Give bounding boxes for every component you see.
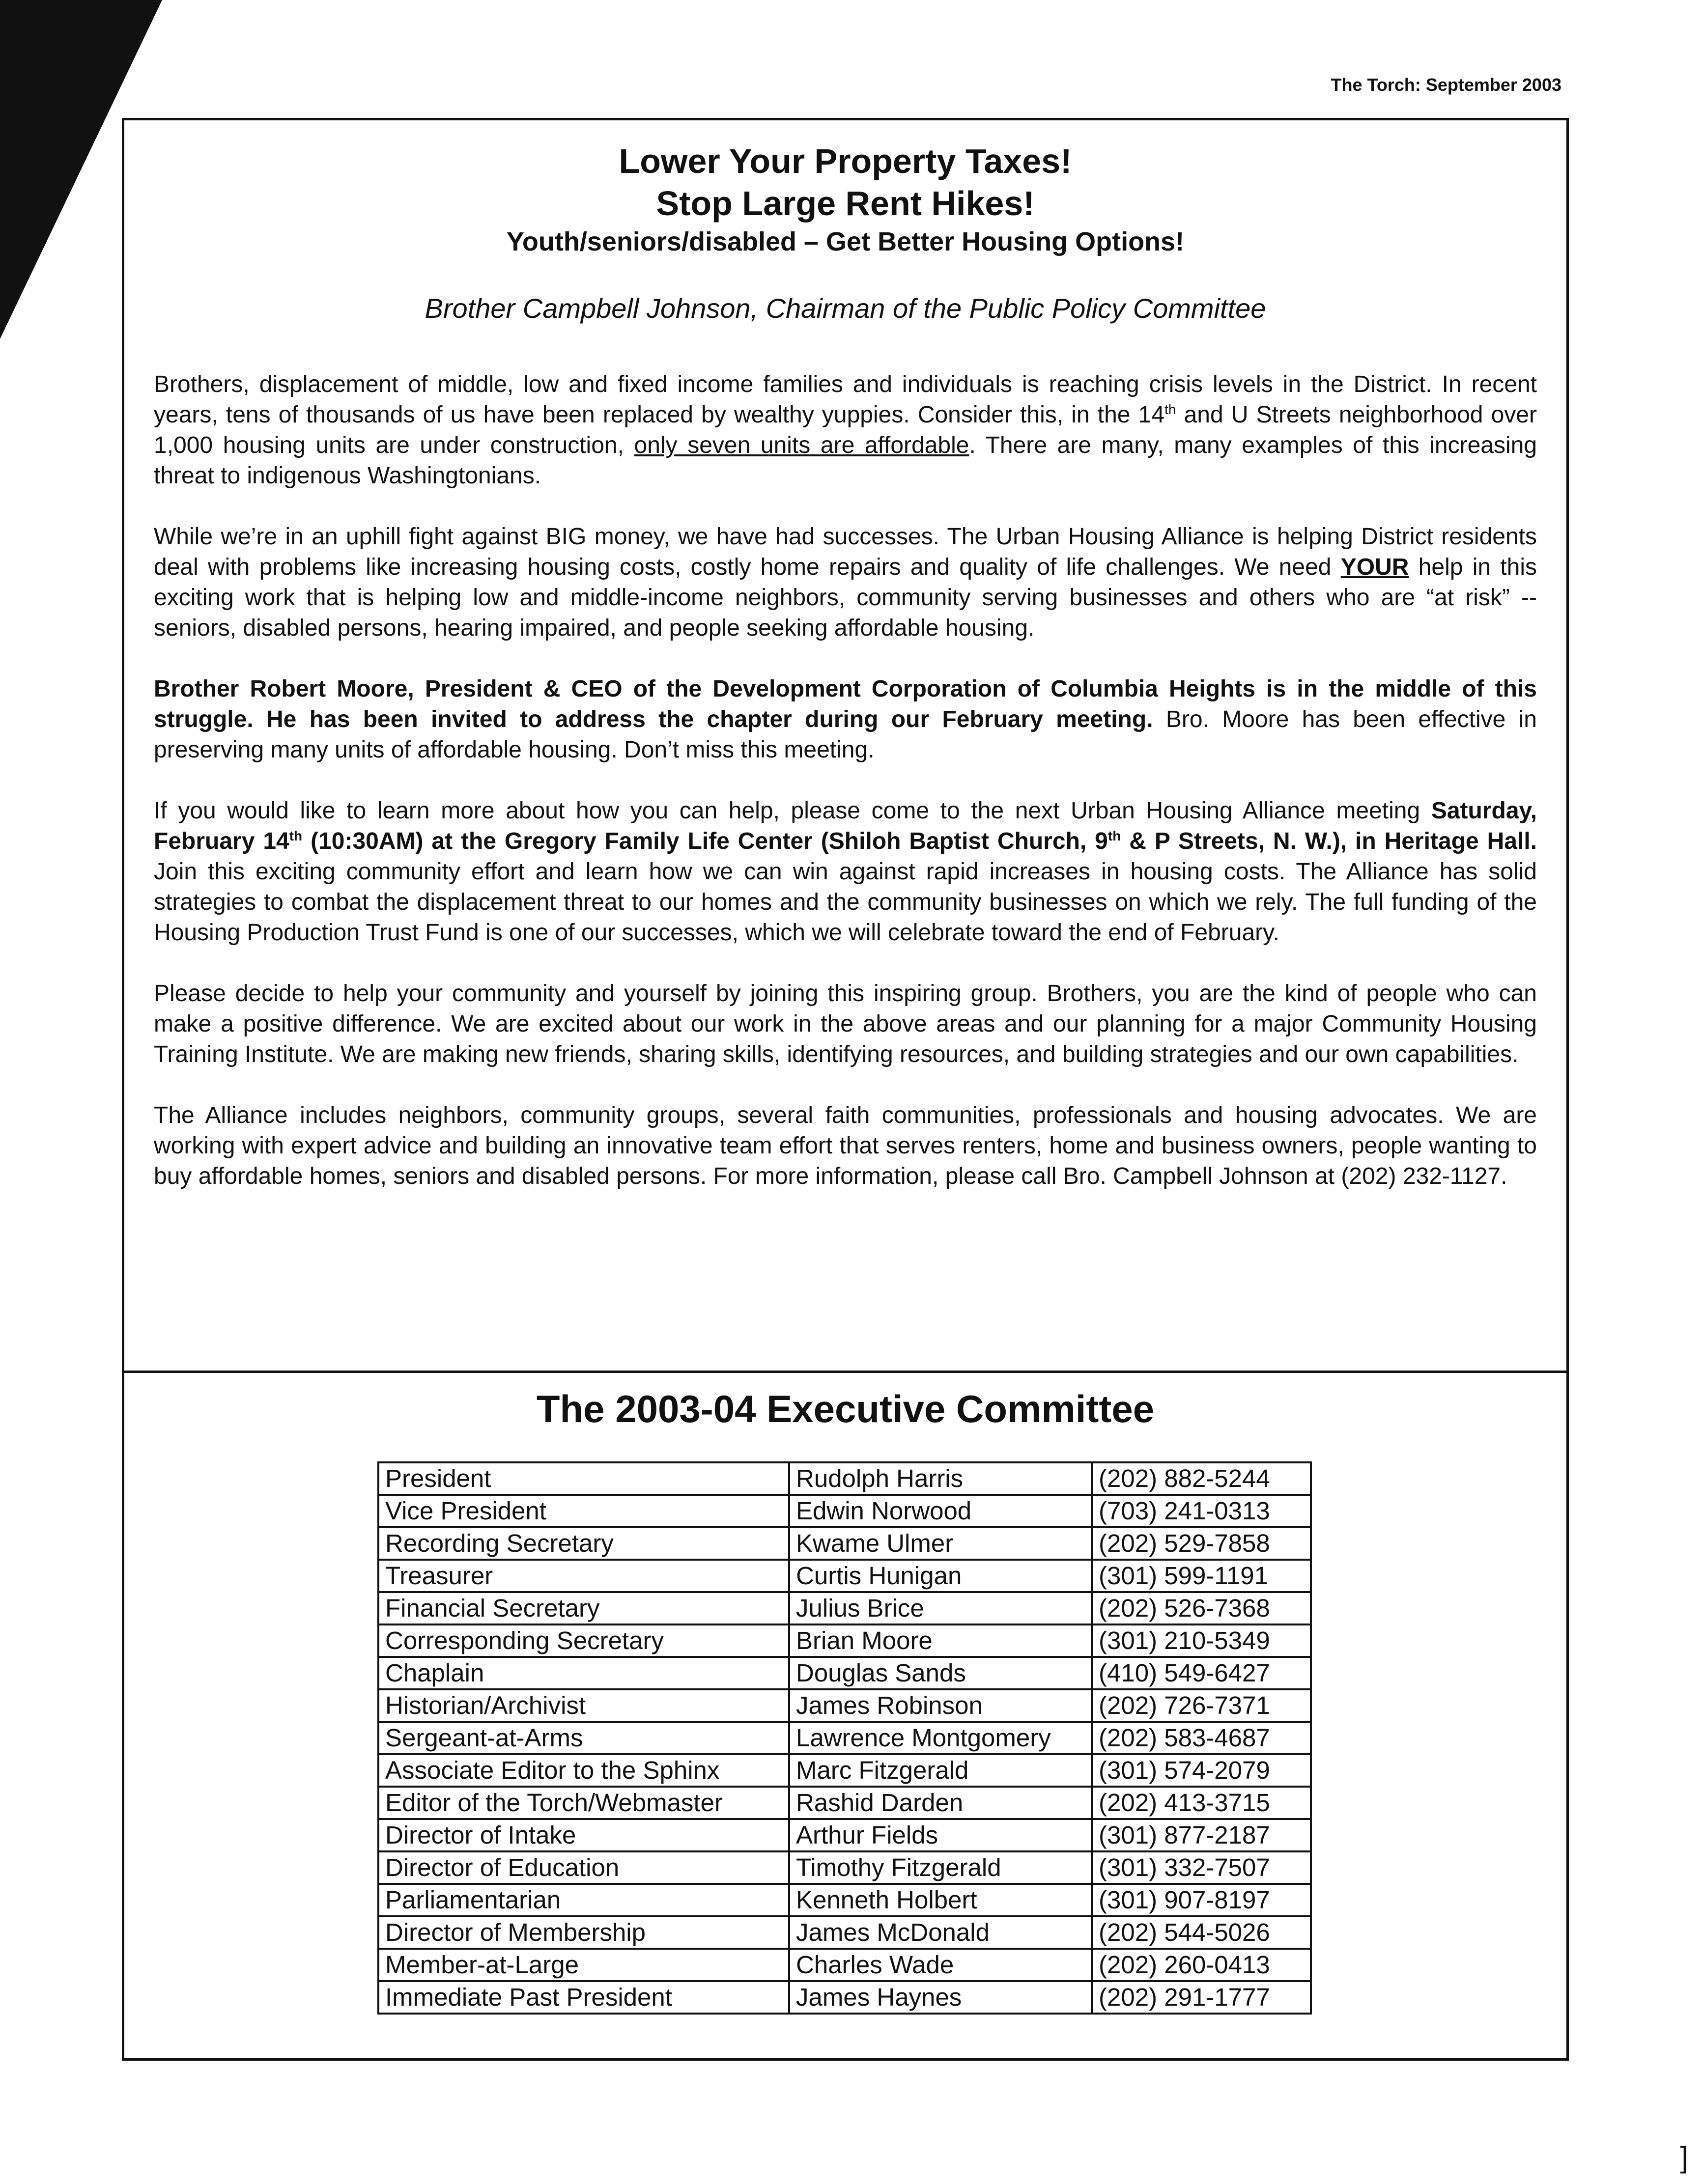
name-cell: Kwame Ulmer	[789, 1527, 1092, 1560]
office-cell: Director of Membership	[378, 1916, 789, 1949]
office-cell: Parliamentarian	[378, 1884, 789, 1916]
article	[124, 120, 1566, 1373]
office-cell: Director of Education	[378, 1851, 789, 1884]
paragraph-3-bold: Brother Robert Moore, President & CEO of the Development Corporation of Columbia Heights is in the middle of this struggle. He has been invited to address the chapter during our February meeting.	[154, 676, 1537, 732]
superscript: th	[1107, 828, 1121, 843]
phone-cell: (202) 291-1777	[1092, 1981, 1311, 2014]
headline-2: Stop Large Rent Hikes!	[656, 184, 1035, 223]
table-row	[378, 1722, 1311, 1754]
committee-section	[124, 1373, 1566, 2058]
headline-1: Lower Your Property Taxes!	[619, 142, 1072, 180]
name-cell: Edwin Norwood	[789, 1495, 1092, 1527]
table-row	[378, 1560, 1311, 1592]
phone-cell: (301) 907-8197	[1092, 1884, 1311, 1916]
phone-cell: (301) 574-2079	[1092, 1754, 1311, 1787]
name-cell: Marc Fitzgerald	[789, 1754, 1092, 1787]
name-cell: Lawrence Montgomery	[789, 1722, 1092, 1754]
meeting-place: (10:30AM) at the Gregory Family Life Center (Shiloh Baptist Church, 9	[302, 828, 1108, 854]
edge-mark: ]	[1680, 2141, 1688, 2174]
table-row	[378, 1657, 1311, 1689]
phone-cell: (202) 726-7371	[1092, 1689, 1311, 1722]
name-cell: Brian Moore	[789, 1624, 1092, 1657]
phone-cell: (703) 241-0313	[1092, 1495, 1311, 1527]
name-cell: Rudolph Harris	[789, 1462, 1092, 1495]
table-row	[378, 1754, 1311, 1787]
paragraph-4-text-b: Join this exciting community effort and learn how we can win against rapid increases in housing costs. The Alliance has solid strategies to combat the displacement threat to our homes and the community businesses on which we rely. The full funding of the Housing Production Trust Fund is one of our successes, which we will celebrate toward the end of February.	[154, 859, 1537, 946]
phone-cell: (202) 544-5026	[1092, 1916, 1311, 1949]
phone-cell: (202) 882-5244	[1092, 1462, 1311, 1495]
meeting-date: Saturday, February 14	[154, 798, 1537, 854]
table-row	[378, 1819, 1311, 1851]
office-cell: Recording Secretary	[378, 1527, 789, 1560]
paragraph-5: Please decide to help your community and yourself by joining this inspiring group. Brothers, you are the kind of people who can make a positive difference. We are excited about our work in the above areas and our planning for a major Community Housing Training Institute. We are making new friends, sharing skills, identifying resources, and building strategies and our own capabilities.	[154, 980, 1537, 1067]
name-cell: Douglas Sands	[789, 1657, 1092, 1689]
paragraph-1	[154, 369, 1537, 491]
phone-cell: (202) 260-0413	[1092, 1949, 1311, 1981]
masthead: The Torch: September 2003	[1331, 75, 1561, 95]
underlined-phrase: only seven units are affordable	[634, 432, 969, 458]
office-cell: Treasurer	[378, 1560, 789, 1592]
subheadline: Youth/seniors/disabled – Get Better Housing Options!	[506, 227, 1185, 256]
table-row	[378, 1462, 1311, 1495]
paragraph-2	[154, 522, 1537, 644]
table-row	[378, 1689, 1311, 1722]
name-cell: Kenneth Holbert	[789, 1884, 1092, 1916]
paragraph-2-text-a: While we’re in an uphill fight against BIG money, we have had successes. The Urban Housing Alliance is helping District residents deal with problems like increasing housing costs, costly home repairs and quality of life challenges. We need	[154, 524, 1537, 580]
paragraph-6: The Alliance includes neighbors, community groups, several faith communities, professionals and housing advocates. We are working with expert advice and building an innovative team effort that serves renters, home and business owners, people wanting to buy affordable homes, seniors and disabled persons. For more information, please call Bro. Campbell Johnson at (202) 232-1127.	[154, 1102, 1537, 1189]
office-cell: Vice President	[378, 1495, 789, 1527]
phone-cell: (202) 529-7858	[1092, 1527, 1311, 1560]
paragraph-1-text-c: . There are many, many examples of this increasing threat to indigenous Washingtonians.	[154, 432, 1537, 489]
committee-table	[377, 1461, 1312, 2015]
phone-cell: (301) 332-7507	[1092, 1851, 1311, 1884]
phone-cell: (202) 413-3715	[1092, 1787, 1311, 1819]
name-cell: Curtis Hunigan	[789, 1560, 1092, 1592]
meeting-hall: & P Streets, N. W.), in Heritage Hall.	[1121, 828, 1537, 854]
paragraph-4-text-a: If you would like to learn more about how you can help, please come to the next Urban Housing Alliance meeting	[154, 798, 1431, 824]
table-row	[378, 1851, 1311, 1884]
name-cell: Rashid Darden	[789, 1787, 1092, 1819]
emphasis-your: YOUR	[1340, 554, 1409, 580]
table-row	[378, 1981, 1311, 2014]
committee-title: The 2003-04 Executive Committee	[536, 1387, 1155, 1430]
table-row	[378, 1495, 1311, 1527]
name-cell: James McDonald	[789, 1916, 1092, 1949]
office-cell: Financial Secretary	[378, 1592, 789, 1624]
paragraph-1-text-a: Brothers, displacement of middle, low and fixed income families and individuals is reaching crisis levels in the District. In recent years, tens of thousands of us have been replaced by wealthy yuppies. Consider this, in the 14	[154, 371, 1537, 428]
table-row	[378, 1624, 1311, 1657]
superscript: th	[289, 828, 303, 843]
paragraph-4	[154, 796, 1537, 948]
name-cell: Timothy Fitzgerald	[789, 1851, 1092, 1884]
office-cell: Sergeant-at-Arms	[378, 1722, 789, 1754]
paragraph-3	[154, 674, 1537, 765]
paragraph-1-text-b: and U Streets neighborhood over 1,000 housing units are under construction,	[154, 402, 1537, 458]
name-cell: Arthur Fields	[789, 1819, 1092, 1851]
office-cell: Member-at-Large	[378, 1949, 789, 1981]
superscript: th	[1164, 402, 1176, 417]
table-row	[378, 1916, 1311, 1949]
paragraph-3-text: Bro. Moore has been effective in preserving many units of affordable housing. Don’t miss this meeting.	[154, 706, 1537, 763]
phone-cell: (301) 210-5349	[1092, 1624, 1311, 1657]
table-row	[378, 1949, 1311, 1981]
phone-cell: (301) 599-1191	[1092, 1560, 1311, 1592]
table-row	[378, 1592, 1311, 1624]
office-cell: Editor of the Torch/Webmaster	[378, 1787, 789, 1819]
office-cell: Immediate Past President	[378, 1981, 789, 2014]
phone-cell: (410) 549-6427	[1092, 1657, 1311, 1689]
name-cell: James Haynes	[789, 1981, 1092, 2014]
office-cell: Corresponding Secretary	[378, 1624, 789, 1657]
office-cell: Associate Editor to the Sphinx	[378, 1754, 789, 1787]
phone-cell: (202) 583-4687	[1092, 1722, 1311, 1754]
office-cell: Director of Intake	[378, 1819, 789, 1851]
office-cell: President	[378, 1462, 789, 1495]
phone-cell: (301) 877-2187	[1092, 1819, 1311, 1851]
office-cell: Chaplain	[378, 1657, 789, 1689]
name-cell: Charles Wade	[789, 1949, 1092, 1981]
byline: Brother Campbell Johnson, Chairman of the Public Policy Committee	[425, 293, 1266, 324]
office-cell: Historian/Archivist	[378, 1689, 789, 1722]
table-row	[378, 1787, 1311, 1819]
table-row	[378, 1884, 1311, 1916]
phone-cell: (202) 526-7368	[1092, 1592, 1311, 1624]
table-row	[378, 1527, 1311, 1560]
paragraph-2-text-b: help in this exciting work that is helping low and middle-income neighbors, community serving businesses and others who are “at risk” -- seniors, disabled persons, hearing impaired, and people seeking affordable housing.	[154, 554, 1537, 641]
article-frame	[122, 118, 1569, 2061]
name-cell: Julius Brice	[789, 1592, 1092, 1624]
name-cell: James Robinson	[789, 1689, 1092, 1722]
